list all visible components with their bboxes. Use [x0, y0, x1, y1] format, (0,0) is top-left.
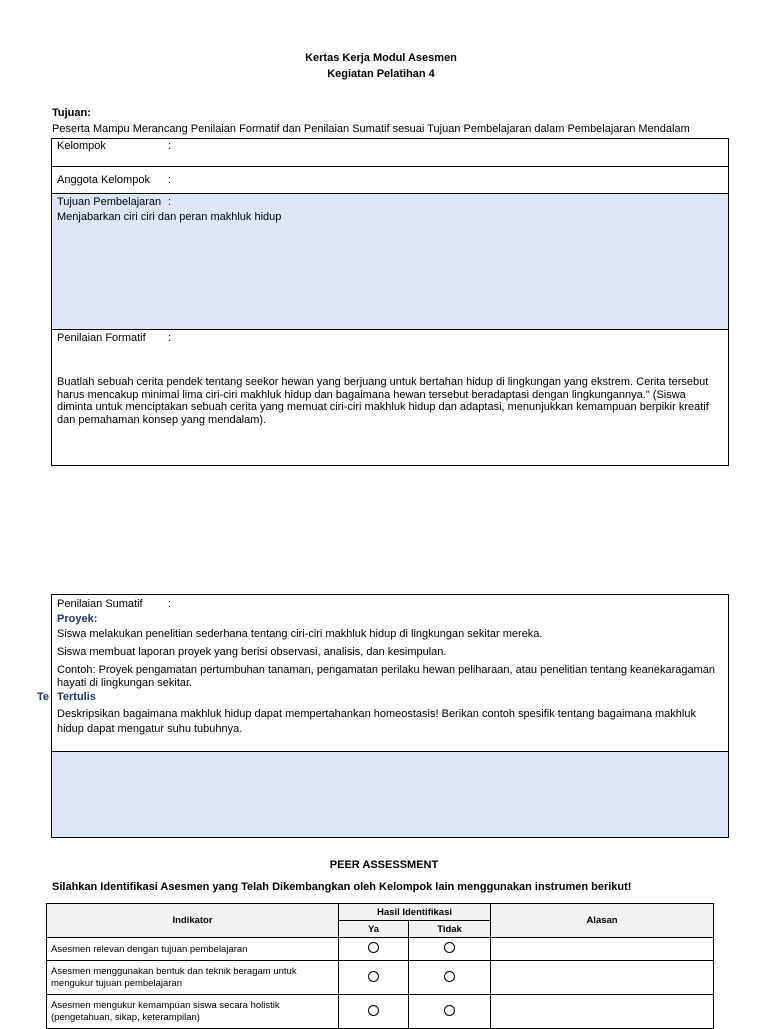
- page-title: Kertas Kerja Modul Asesmen: [305, 52, 457, 64]
- alasan-cell[interactable]: [491, 995, 714, 1029]
- tp-colon: :: [168, 196, 172, 208]
- tidak-cell: [409, 961, 491, 995]
- table-row: [47, 938, 714, 961]
- peer-instruction: Silahkan Identifikasi Asesmen yang Telah Dikembangkan oleh Kelompok lain menggunakan instrumen berikut!: [52, 881, 632, 893]
- sumatif-answer-box: [51, 751, 729, 838]
- peer-title: PEER ASSESSMENT: [329, 859, 439, 871]
- header-hasil: Hasil Identifikasi: [339, 904, 491, 921]
- proyek-line-3: Contoh: Proyek pengamatan pertumbuhan tanaman, pengamatan perilaku hewan peliharaan, atau penelitian tentang keanekaragaman hayati di lingkungan sekitar.: [57, 664, 716, 689]
- kelompok-colon: :: [168, 140, 172, 152]
- tidak-cell: [409, 995, 491, 1029]
- peer-table: [46, 903, 714, 1029]
- sumatif-colon: :: [168, 598, 172, 610]
- ya-cell: [339, 995, 409, 1029]
- indikator-cell: Asesmen relevan dengan tujuan pembelajaran: [47, 938, 339, 961]
- ya-radio[interactable]: [368, 971, 379, 982]
- indikator-cell: Asesmen mengukur kemampuan siswa secara holistik (pengetahuan, sikap, keterampilan): [47, 995, 339, 1029]
- ya-radio[interactable]: [368, 1005, 379, 1016]
- tujuan-label: Tujuan:: [52, 107, 91, 119]
- anggota-colon: :: [168, 174, 172, 186]
- indikator-cell: Asesmen menggunakan bentuk dan teknik beragam untuk mengukur tujuan pembelajaran: [47, 961, 339, 995]
- formatif-label: Penilaian Formatif: [57, 332, 146, 344]
- tujuan-text: Peserta Mampu Merancang Penilaian Formatif dan Penilaian Sumatif sesuai Tujuan Pembelajaran dalam Pembelajaran Mendalam: [52, 123, 690, 135]
- proyek-line-1: Siswa melakukan penelitian sederhana tentang ciri-ciri makhluk hidup di lingkungan sekitar mereka.: [57, 628, 543, 640]
- penilaian-formatif-box: [51, 329, 729, 466]
- tertulis-heading: Tertulis: [57, 691, 96, 703]
- header-indikator: Indikator: [47, 904, 339, 938]
- tp-label: Tujuan Pembelajaran: [57, 196, 162, 208]
- proyek-heading: Proyek:: [57, 613, 98, 625]
- tertulis-text: Deskripsikan bagaimana makhluk hidup dapat mempertahankan homeostasis! Berikan contoh spesifik tentang bagaimana makhluk hidup dapat mengatur suhu tubuhnya.: [57, 708, 696, 735]
- kelompok-row: [51, 138, 729, 167]
- penilaian-sumatif-box: [51, 594, 729, 752]
- kelompok-label: Kelompok: [57, 140, 106, 152]
- tidak-radio[interactable]: [444, 942, 455, 953]
- ya-radio[interactable]: [368, 942, 379, 953]
- ya-cell: [339, 938, 409, 961]
- alasan-cell[interactable]: [491, 938, 714, 961]
- page-subtitle: Kegiatan Pelatihan 4: [327, 68, 435, 80]
- sumatif-label: Penilaian Sumatif: [57, 598, 143, 610]
- formatif-text: Buatlah sebuah cerita pendek tentang seekor hewan yang berjuang untuk bertahan hidup di lingkungan yang ekstrem. Cerita tersebut harus mencakup minimal lima ciri-ciri makhluk hidup dan bagaimana hewan tersebut beradaptasi dengan lingkungannya." (Siswa diminta untuk menciptakan sebuah cerita yang memuat ciri-ciri makhluk hidup dan adaptasi, menunjukkan kemampuan berpikir kreatif dan pemahaman konsep yang mendalam).: [57, 376, 709, 426]
- alasan-cell[interactable]: [491, 961, 714, 995]
- anggota-row: [51, 166, 729, 194]
- proyek-line-2: Siswa membuat laporan proyek yang berisi observasi, analisis, dan kesimpulan.: [57, 646, 447, 658]
- tujuan-pembelajaran-box: [51, 193, 729, 330]
- anggota-label: Anggota Kelompok: [57, 174, 150, 186]
- header-tidak: Tidak: [409, 921, 491, 938]
- formatif-colon: :: [168, 332, 172, 344]
- table-row: [47, 961, 714, 995]
- tidak-radio[interactable]: [444, 971, 455, 982]
- header-alasan: Alasan: [491, 904, 714, 938]
- stray-text: Te: [37, 691, 50, 703]
- tidak-cell: [409, 938, 491, 961]
- tp-text: Menjabarkan ciri ciri dan peran makhluk hidup: [57, 211, 282, 223]
- ya-cell: [339, 961, 409, 995]
- table-row: [47, 995, 714, 1029]
- tidak-radio[interactable]: [444, 1005, 455, 1016]
- header-ya: Ya: [339, 921, 409, 938]
